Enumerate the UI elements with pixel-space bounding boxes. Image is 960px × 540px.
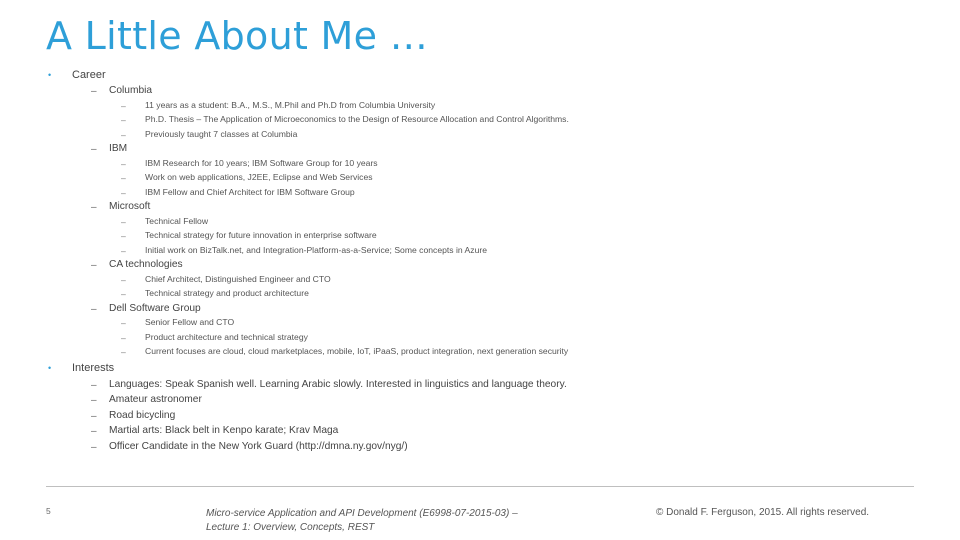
career-detail-item-marker: – <box>121 129 126 140</box>
career-detail-item: Product architecture and technical strategy <box>145 331 308 342</box>
career-detail-item: Work on web applications, J2EE, Eclipse and Web Services <box>145 172 373 182</box>
career-group-label: CA technologies <box>109 259 183 270</box>
career-detail-item: Ph.D. Thesis – The Application of Microeconomics to the Design of Resource Allocation and Control Algorithms. <box>145 114 569 124</box>
interest-item: Officer Candidate in the New York Guard (http://dmna.ny.gov/nyg/) <box>109 440 408 452</box>
career-detail-item: Technical Fellow <box>145 215 209 226</box>
career-group-label: Microsoft <box>109 201 151 212</box>
page-number: 5 <box>46 506 51 516</box>
interest-item-marker: – <box>91 426 97 438</box>
footer-divider <box>46 486 914 487</box>
career-detail-item: Chief Architect, Distinguished Engineer and CTO <box>145 273 331 284</box>
career-heading: Career <box>72 69 106 81</box>
career-detail-item-marker: – <box>121 216 126 227</box>
career-detail-item-marker: – <box>121 231 126 241</box>
career-detail-item-marker: – <box>121 115 126 125</box>
interest-item: Martial arts: Black belt in Kenpo karate; Krav Maga <box>109 425 339 437</box>
interest-item-marker: – <box>91 379 97 391</box>
career-detail-item-marker: – <box>121 245 126 256</box>
career-detail-item-marker: – <box>121 100 126 111</box>
career-detail-item-marker: – <box>121 173 126 183</box>
career-group-label-marker: – <box>91 144 97 155</box>
career-detail-item: Initial work on BizTalk.net, and Integration-Platform-as-a-Service; Some concepts in Azure <box>145 244 487 255</box>
interest-item-marker: – <box>91 441 97 453</box>
copyright-notice: © Donald F. Ferguson, 2015. All rights reserved. <box>656 507 870 518</box>
interest-item-marker: – <box>91 395 97 407</box>
career-detail-item: Technical strategy and product architecture <box>145 288 309 298</box>
interest-item: Languages: Speak Spanish well. Learning Arabic slowly. Interested in linguistics and language theory. <box>109 378 567 390</box>
career-detail-item-marker: – <box>121 289 126 299</box>
career-detail-item: Previously taught 7 classes at Columbia <box>145 128 298 139</box>
career-group-label: IBM <box>109 143 128 154</box>
interests-heading-marker: • <box>48 362 52 373</box>
career-group-label: Dell Software Group <box>109 302 201 314</box>
career-detail-item: Technical strategy for future innovation in enterprise software <box>145 230 377 240</box>
career-group-label-marker: – <box>91 86 97 97</box>
career-group-label-marker: – <box>91 303 97 315</box>
career-detail-item: IBM Fellow and Chief Architect for IBM Software Group <box>145 186 355 197</box>
interest-item: Amateur astronomer <box>109 394 202 406</box>
career-detail-item: Current focuses are cloud, cloud marketplaces, mobile, IoT, iPaaS, product integration, next generation security <box>145 346 569 356</box>
slide-title: A Little About Me … <box>46 14 428 58</box>
course-title <box>206 507 606 535</box>
career-heading-marker: • <box>48 70 52 80</box>
career-group-label-marker: – <box>91 202 97 213</box>
career-detail-item-marker: – <box>121 318 126 328</box>
interest-item: Road bicycling <box>109 409 176 421</box>
interests-heading: Interests <box>72 361 115 374</box>
career-detail-item: 11 years as a student: B.A., M.S., M.Phil and Ph.D from Columbia University <box>145 99 436 110</box>
career-group-label-marker: – <box>91 260 97 271</box>
course-title-line-1: Micro-service Application and API Development (E6998-07-2015-03) – <box>206 508 518 519</box>
career-detail-item-marker: – <box>121 274 126 285</box>
career-detail-item: IBM Research for 10 years; IBM Software Group for 10 years <box>145 157 378 168</box>
career-detail-item-marker: – <box>121 158 126 169</box>
career-group-label: Columbia <box>109 85 153 96</box>
course-title-line-2: Lecture 1: Overview, Concepts, REST <box>206 522 375 533</box>
career-detail-item: Senior Fellow and CTO <box>145 317 235 327</box>
interest-item-marker: – <box>91 410 97 422</box>
career-detail-item-marker: – <box>121 347 126 357</box>
career-detail-item-marker: – <box>121 332 126 343</box>
career-detail-item-marker: – <box>121 187 126 198</box>
